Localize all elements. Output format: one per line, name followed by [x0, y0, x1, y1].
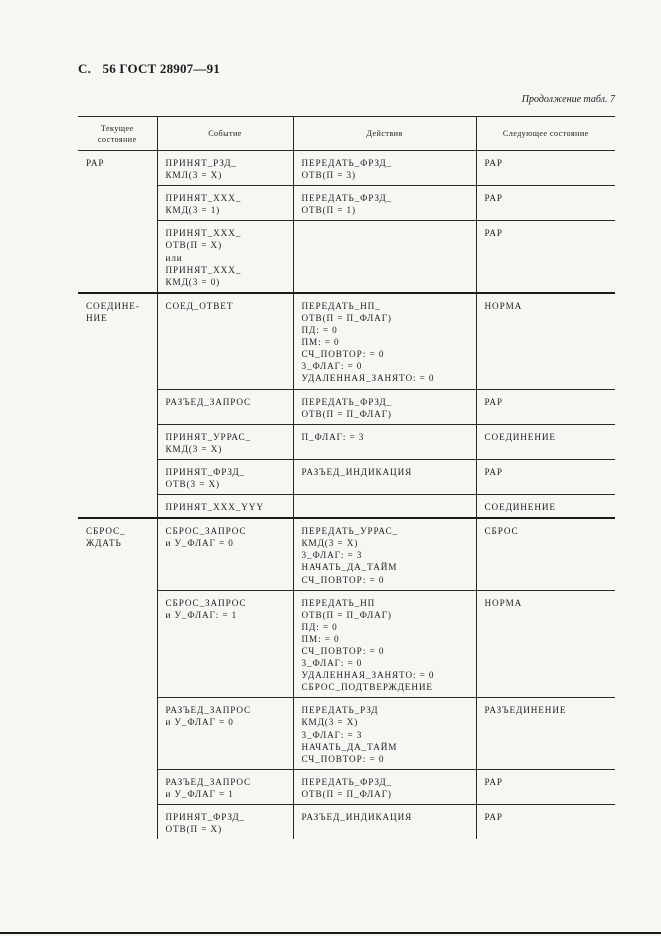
event-cell: ПРИНЯТ_ХХХ_ ОТВ(П = X) или ПРИНЯТ_ХХХ_ КМД(3 = 0) [157, 221, 293, 293]
next-state-cell: СБРОС [476, 518, 615, 590]
next-state-cell: СОЕДИНЕНИЕ [476, 495, 615, 519]
table-row [78, 151, 615, 186]
page-number: С. [78, 61, 92, 76]
table-row [78, 769, 615, 804]
table-header-row [78, 117, 615, 151]
next-state-cell: РАР [476, 186, 615, 221]
action-cell: ПЕРЕДАТЬ_ФРЗД_ ОТВ(П = 3) [293, 151, 476, 186]
event-cell: ПРИНЯТ_ХХХ_ КМД(3 = 1) [157, 186, 293, 221]
event-cell: ПРИНЯТ_УРРАС_ КМД(3 = X) [157, 424, 293, 459]
action-cell: ПЕРЕДАТЬ_НП ОТВ(П = П_ФЛАГ) ПД: = 0 ПМ: = 0 СЧ_ПОВТОР: = 0 3_ФЛАГ: = 0 УДАЛЕННАЯ_ЗАНЯТО: = 0 СБРОС_ПОДТВЕРЖДЕНИЕ [293, 590, 476, 698]
action-cell: ПЕРЕДАТЬ_РЗД КМД(3 = X) 3_ФЛАГ: = 3 НАЧАТЬ_ДА_ТАЙМ СЧ_ПОВТОР: = 0 [293, 698, 476, 769]
action-cell [293, 221, 476, 293]
event-cell: ПРИНЯТ_ХХХ_YYY [157, 495, 293, 519]
next-state-cell: РАР [476, 769, 615, 804]
table-row [78, 590, 615, 698]
event-cell: РАЗЪЕД_ЗАПРОС [157, 389, 293, 424]
next-state-cell: РАР [476, 805, 615, 840]
column-header-actions: Действия [293, 117, 476, 151]
event-cell: СБРОС_ЗАПРОС и У_ФЛАГ: = 1 [157, 590, 293, 698]
action-cell: П_ФЛАГ: = 3 [293, 424, 476, 459]
current-state-cell: СБРОС_ ЖДАТЬ [78, 518, 157, 839]
table-row [78, 495, 615, 519]
table-row [78, 459, 615, 494]
table-row [78, 698, 615, 769]
current-state-cell: РАР [78, 151, 157, 293]
event-cell: РАЗЪЕД_ЗАПРОС и У_ФЛАГ = 0 [157, 698, 293, 769]
next-state-cell: РАР [476, 221, 615, 293]
action-cell: ПЕРЕДАТЬ_ФРЗД_ ОТВ(П = П_ФЛАГ) [293, 389, 476, 424]
next-state-cell: РАР [476, 389, 615, 424]
state-transition-table [78, 116, 615, 839]
action-cell: ПЕРЕДАТЬ_НП_ ОТВ(П = П_ФЛАГ) ПД: = 0 ПМ: = 0 СЧ_ПОВТОР: = 0 3_ФЛАГ: = 0 УДАЛЕННАЯ_ЗАНЯТО: = 0 [293, 293, 476, 389]
action-cell: ПЕРЕДАТЬ_ФРЗД_ ОТВ(П = П_ФЛАГ) [293, 769, 476, 804]
column-header-event: Событие [157, 117, 293, 151]
current-state-cell: СОЕДИНЕ- НИЕ [78, 293, 157, 518]
column-header-next-state: Следующее состояние [476, 117, 615, 151]
action-cell: ПЕРЕДАТЬ_ФРЗД_ ОТВ(П = 1) [293, 186, 476, 221]
table-row [78, 805, 615, 840]
column-header-current-state: Текущее состояние [78, 117, 157, 151]
event-cell: ПРИНЯТ_РЗД_ КМЛ(3 = X) [157, 151, 293, 186]
next-state-cell: СОЕДИНЕНИЕ [476, 424, 615, 459]
table-row [78, 221, 615, 293]
next-state-cell: РАЗЪЕДИНЕНИЕ [476, 698, 615, 769]
next-state-cell: РАР [476, 151, 615, 186]
table-caption: Продолжение табл. 7 [521, 94, 615, 105]
table-row [78, 389, 615, 424]
action-cell: ПЕРЕДАТЬ_УРРАС_ КМД(3 = X) 3_ФЛАГ: = 3 НАЧАТЬ_ДА_ТАЙМ СЧ_ПОВТОР: = 0 [293, 518, 476, 590]
next-state-cell: НОРМА [476, 590, 615, 698]
action-cell: РАЗЪЕД_ИНДИКАЦИЯ [293, 459, 476, 494]
document-code: 56 ГОСТ 28907—91 [102, 61, 220, 76]
table-row [78, 424, 615, 459]
table-row [78, 293, 615, 389]
event-cell: ПРИНЯТ_ФРЗД_ ОТВ(П = X) [157, 805, 293, 840]
page-bottom-rule [0, 932, 661, 934]
page-header [78, 61, 220, 77]
event-cell: РАЗЪЕД_ЗАПРОС и У_ФЛАГ = 1 [157, 769, 293, 804]
action-cell [293, 495, 476, 519]
action-cell: РАЗЪЕД_ИНДИКАЦИЯ [293, 805, 476, 840]
next-state-cell: НОРМА [476, 293, 615, 389]
table-row [78, 518, 615, 590]
table-body [78, 151, 615, 840]
table-row [78, 186, 615, 221]
event-cell: СОЕД_ОТВЕТ [157, 293, 293, 389]
next-state-cell: РАР [476, 459, 615, 494]
event-cell: СБРОС_ЗАПРОС и У_ФЛАГ = 0 [157, 518, 293, 590]
event-cell: ПРИНЯТ_ФРЗД_ ОТВ(3 = X) [157, 459, 293, 494]
